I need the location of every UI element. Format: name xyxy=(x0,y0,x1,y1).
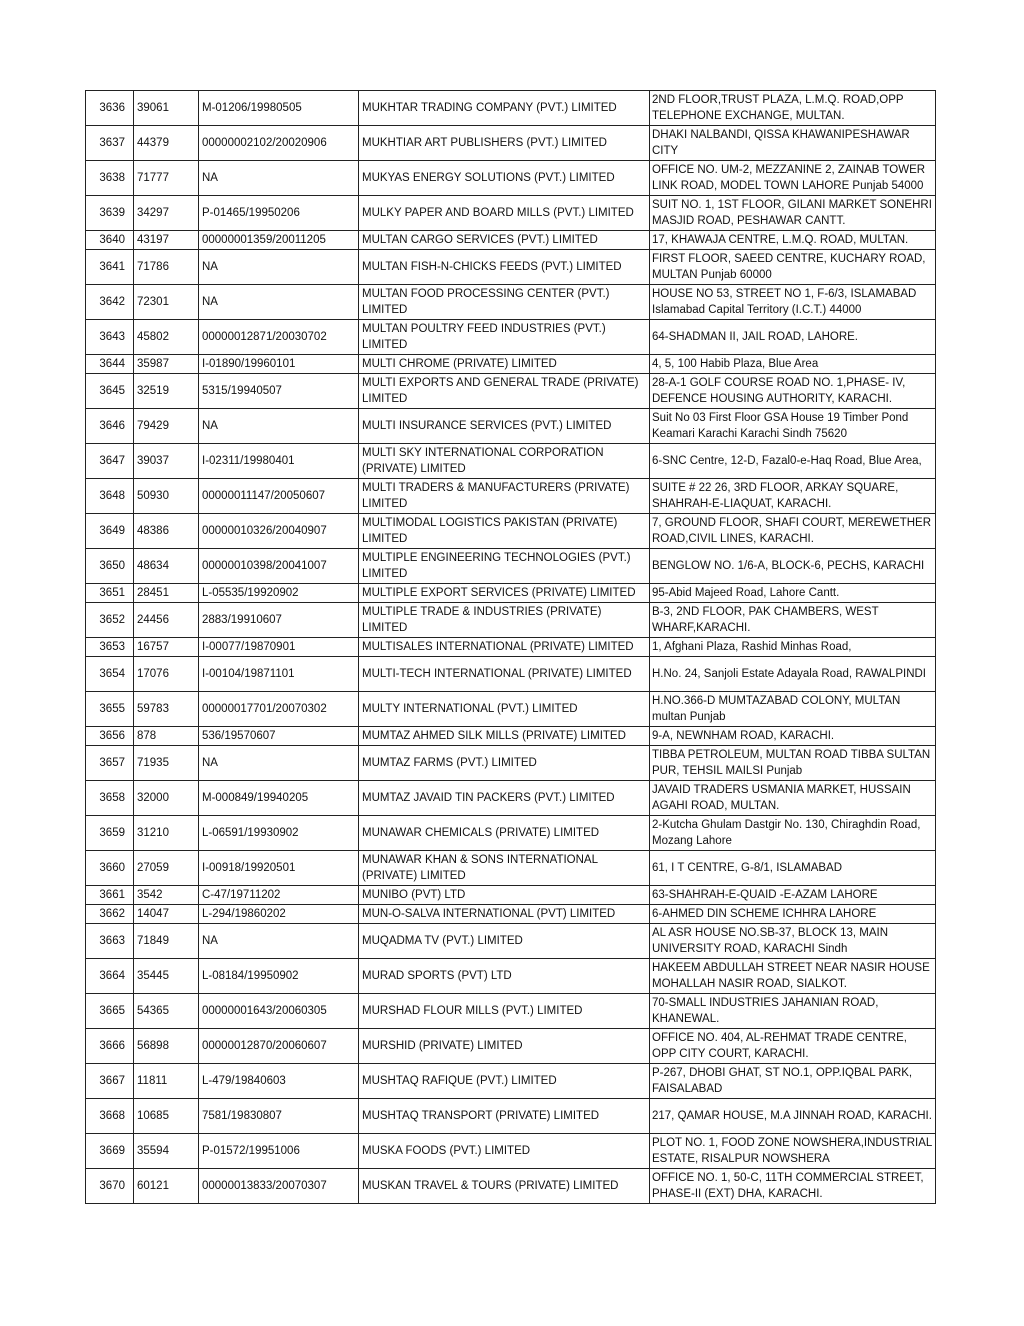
registration-number: NA xyxy=(199,285,359,320)
registration-number: L-06591/19930902 xyxy=(199,816,359,851)
company-code: 17076 xyxy=(134,657,199,692)
registration-number: 00000011147/20050607 xyxy=(199,479,359,514)
table-row xyxy=(86,479,936,514)
company-address: H.NO.366-D MUMTAZABAD COLONY, MULTAN multan Punjab xyxy=(650,692,936,727)
registration-number: 536/19570607 xyxy=(199,727,359,746)
registration-number: 00000002102/20020906 xyxy=(199,126,359,161)
row-number: 3645 xyxy=(86,374,134,409)
table-row xyxy=(86,905,936,924)
table-row xyxy=(86,692,936,727)
table-row xyxy=(86,126,936,161)
table-row xyxy=(86,231,936,250)
company-name: MUKYAS ENERGY SOLUTIONS (PVT.) LIMITED xyxy=(359,161,650,196)
company-address: HOUSE NO 53, STREET NO 1, F-6/3, ISLAMABAD Islamabad Capital Territory (I.C.T.) 44000 xyxy=(650,285,936,320)
company-code: 27059 xyxy=(134,851,199,886)
company-address: DHAKI NALBANDI, QISSA KHAWANIPESHAWAR CITY xyxy=(650,126,936,161)
row-number: 3665 xyxy=(86,994,134,1029)
row-number: 3646 xyxy=(86,409,134,444)
company-code: 28451 xyxy=(134,584,199,603)
company-code: 10685 xyxy=(134,1099,199,1134)
registration-number: 00000001643/20060305 xyxy=(199,994,359,1029)
row-number: 3651 xyxy=(86,584,134,603)
row-number: 3650 xyxy=(86,549,134,584)
company-code: 43197 xyxy=(134,231,199,250)
company-code: 59783 xyxy=(134,692,199,727)
registration-number: I-02311/19980401 xyxy=(199,444,359,479)
registration-number: 00000012870/20060607 xyxy=(199,1029,359,1064)
table-row xyxy=(86,250,936,285)
company-code: 71849 xyxy=(134,924,199,959)
table-row xyxy=(86,851,936,886)
registration-number: 00000012871/20030702 xyxy=(199,320,359,355)
table-row xyxy=(86,638,936,657)
company-name: MUNAWAR KHAN & SONS INTERNATIONAL (PRIVATE) LIMITED xyxy=(359,851,650,886)
row-number: 3655 xyxy=(86,692,134,727)
row-number: 3667 xyxy=(86,1064,134,1099)
company-address: 4, 5, 100 Habib Plaza, Blue Area xyxy=(650,355,936,374)
table-row xyxy=(86,444,936,479)
row-number: 3659 xyxy=(86,816,134,851)
company-name: MULTAN FOOD PROCESSING CENTER (PVT.) LIMITED xyxy=(359,285,650,320)
company-name: MUMTAZ JAVAID TIN PACKERS (PVT.) LIMITED xyxy=(359,781,650,816)
company-name: MUKHTAR TRADING COMPANY (PVT.) LIMITED xyxy=(359,91,650,126)
company-name: MULTIPLE EXPORT SERVICES (PRIVATE) LIMITED xyxy=(359,584,650,603)
company-name: MULTIPLE TRADE & INDUSTRIES (PRIVATE) LIMITED xyxy=(359,603,650,638)
company-code: 35594 xyxy=(134,1134,199,1169)
company-code: 56898 xyxy=(134,1029,199,1064)
company-name: MUSHTAQ RAFIQUE (PVT.) LIMITED xyxy=(359,1064,650,1099)
company-code: 878 xyxy=(134,727,199,746)
table-row xyxy=(86,409,936,444)
company-code: 24456 xyxy=(134,603,199,638)
company-address: 17, KHAWAJA CENTRE, L.M.Q. ROAD, MULTAN. xyxy=(650,231,936,250)
row-number: 3658 xyxy=(86,781,134,816)
company-code: 72301 xyxy=(134,285,199,320)
registration-number: L-294/19860202 xyxy=(199,905,359,924)
table-row xyxy=(86,320,936,355)
company-address: HAKEEM ABDULLAH STREET NEAR NASIR HOUSE MOHALLAH NASIR ROAD, SIALKOT. xyxy=(650,959,936,994)
company-code: 60121 xyxy=(134,1169,199,1204)
company-address: 28-A-1 GOLF COURSE ROAD NO. 1,PHASE- IV, DEFENCE HOUSING AUTHORITY, KARACHI. xyxy=(650,374,936,409)
row-number: 3639 xyxy=(86,196,134,231)
table-row xyxy=(86,1029,936,1064)
company-code: 39061 xyxy=(134,91,199,126)
table-row xyxy=(86,374,936,409)
table-row xyxy=(86,91,936,126)
registration-number: P-01572/19951006 xyxy=(199,1134,359,1169)
row-number: 3654 xyxy=(86,657,134,692)
company-address: Suit No 03 First Floor GSA House 19 Timber Pond Keamari Karachi Karachi Sindh 75620 xyxy=(650,409,936,444)
company-address: 6-SNC Centre, 12-D, Fazal0-e-Haq Road, Blue Area, xyxy=(650,444,936,479)
company-code: 54365 xyxy=(134,994,199,1029)
company-name: MUMTAZ AHMED SILK MILLS (PRIVATE) LIMITED xyxy=(359,727,650,746)
company-address: 64-SHADMAN II, JAIL ROAD, LAHORE. xyxy=(650,320,936,355)
company-code: 39037 xyxy=(134,444,199,479)
row-number: 3641 xyxy=(86,250,134,285)
company-address: OFFICE NO. UM-2, MEZZANINE 2, ZAINAB TOWER LINK ROAD, MODEL TOWN LAHORE Punjab 54000 xyxy=(650,161,936,196)
row-number: 3643 xyxy=(86,320,134,355)
company-address: SUITE # 22 26, 3RD FLOOR, ARKAY SQUARE, SHAHRAH-E-LIAQUAT, KARACHI. xyxy=(650,479,936,514)
row-number: 3664 xyxy=(86,959,134,994)
company-address: 2ND FLOOR,TRUST PLAZA, L.M.Q. ROAD,OPP TELEPHONE EXCHANGE, MULTAN. xyxy=(650,91,936,126)
company-name: MURAD SPORTS (PVT) LTD xyxy=(359,959,650,994)
company-address: FIRST FLOOR, SAEED CENTRE, KUCHARY ROAD, MULTAN Punjab 60000 xyxy=(650,250,936,285)
table-row xyxy=(86,924,936,959)
table-row xyxy=(86,285,936,320)
registration-number: 00000010326/20040907 xyxy=(199,514,359,549)
company-address: 70-SMALL INDUSTRIES JAHANIAN ROAD, KHANEWAL. xyxy=(650,994,936,1029)
company-name: MULTY INTERNATIONAL (PVT.) LIMITED xyxy=(359,692,650,727)
company-code: 79429 xyxy=(134,409,199,444)
registration-number: M-01206/19980505 xyxy=(199,91,359,126)
registration-number: NA xyxy=(199,161,359,196)
registration-number: I-01890/19960101 xyxy=(199,355,359,374)
company-name: MULTIPLE ENGINEERING TECHNOLOGIES (PVT.) LIMITED xyxy=(359,549,650,584)
company-name: MUNIBO (PVT) LTD xyxy=(359,886,650,905)
company-name: MULTI EXPORTS AND GENERAL TRADE (PRIVATE) LIMITED xyxy=(359,374,650,409)
registration-number: I-00077/19870901 xyxy=(199,638,359,657)
company-code: 14047 xyxy=(134,905,199,924)
table-row xyxy=(86,1064,936,1099)
company-name: MULTAN CARGO SERVICES (PVT.) LIMITED xyxy=(359,231,650,250)
company-code: 35445 xyxy=(134,959,199,994)
registration-number: M-000849/19940205 xyxy=(199,781,359,816)
row-number: 3644 xyxy=(86,355,134,374)
company-name: MULTIMODAL LOGISTICS PAKISTAN (PRIVATE) LIMITED xyxy=(359,514,650,549)
row-number: 3649 xyxy=(86,514,134,549)
table-row xyxy=(86,196,936,231)
registration-number: NA xyxy=(199,746,359,781)
row-number: 3660 xyxy=(86,851,134,886)
table-row xyxy=(86,514,936,549)
table-row xyxy=(86,781,936,816)
company-code: 35987 xyxy=(134,355,199,374)
company-name: MUSKAN TRAVEL & TOURS (PRIVATE) LIMITED xyxy=(359,1169,650,1204)
row-number: 3647 xyxy=(86,444,134,479)
company-code: 11811 xyxy=(134,1064,199,1099)
row-number: 3657 xyxy=(86,746,134,781)
table-row xyxy=(86,746,936,781)
table-row xyxy=(86,1099,936,1134)
registration-number: P-01465/19950206 xyxy=(199,196,359,231)
company-address: 95-Abid Majeed Road, Lahore Cantt. xyxy=(650,584,936,603)
row-number: 3653 xyxy=(86,638,134,657)
company-name: MUN-O-SALVA INTERNATIONAL (PVT) LIMITED xyxy=(359,905,650,924)
table-row xyxy=(86,886,936,905)
registration-number: L-479/19840603 xyxy=(199,1064,359,1099)
company-name: MUQADMA TV (PVT.) LIMITED xyxy=(359,924,650,959)
company-address: AL ASR HOUSE NO.SB-37, BLOCK 13, MAIN UNIVERSITY ROAD, KARACHI Sindh xyxy=(650,924,936,959)
registration-number: NA xyxy=(199,924,359,959)
company-address: B-3, 2ND FLOOR, PAK CHAMBERS, WEST WHARF,KARACHI. xyxy=(650,603,936,638)
company-code: 50930 xyxy=(134,479,199,514)
registration-number: 5315/19940507 xyxy=(199,374,359,409)
company-code: 48386 xyxy=(134,514,199,549)
row-number: 3638 xyxy=(86,161,134,196)
row-number: 3662 xyxy=(86,905,134,924)
row-number: 3648 xyxy=(86,479,134,514)
company-name: MULKY PAPER AND BOARD MILLS (PVT.) LIMITED xyxy=(359,196,650,231)
company-name: MUKHTIAR ART PUBLISHERS (PVT.) LIMITED xyxy=(359,126,650,161)
registration-number: L-05535/19920902 xyxy=(199,584,359,603)
company-name: MULTI-TECH INTERNATIONAL (PRIVATE) LIMITED xyxy=(359,657,650,692)
company-name: MUSKA FOODS (PVT.) LIMITED xyxy=(359,1134,650,1169)
company-code: 71786 xyxy=(134,250,199,285)
company-code: 48634 xyxy=(134,549,199,584)
company-address: P-267, DHOBI GHAT, ST NO.1, OPP.IQBAL PARK, FAISALABAD xyxy=(650,1064,936,1099)
company-name: MURSHAD FLOUR MILLS (PVT.) LIMITED xyxy=(359,994,650,1029)
company-name: MUSHTAQ TRANSPORT (PRIVATE) LIMITED xyxy=(359,1099,650,1134)
company-name: MUNAWAR CHEMICALS (PRIVATE) LIMITED xyxy=(359,816,650,851)
row-number: 3656 xyxy=(86,727,134,746)
company-code: 16757 xyxy=(134,638,199,657)
company-code: 3542 xyxy=(134,886,199,905)
table-row xyxy=(86,994,936,1029)
company-name: MULTISALES INTERNATIONAL (PRIVATE) LIMITED xyxy=(359,638,650,657)
company-code: 31210 xyxy=(134,816,199,851)
company-code: 34297 xyxy=(134,196,199,231)
company-address: 63-SHAHRAH-E-QUAID -E-AZAM LAHORE xyxy=(650,886,936,905)
company-name: MULTAN POULTRY FEED INDUSTRIES (PVT.) LIMITED xyxy=(359,320,650,355)
row-number: 3670 xyxy=(86,1169,134,1204)
company-code: 32000 xyxy=(134,781,199,816)
registration-number: 00000017701/20070302 xyxy=(199,692,359,727)
registration-number: 00000013833/20070307 xyxy=(199,1169,359,1204)
table-row xyxy=(86,161,936,196)
table-row xyxy=(86,1169,936,1204)
row-number: 3663 xyxy=(86,924,134,959)
registration-number: 00000001359/20011205 xyxy=(199,231,359,250)
company-address: 7, GROUND FLOOR, SHAFI COURT, MEREWETHER ROAD,CIVIL LINES, KARACHI. xyxy=(650,514,936,549)
company-code: 44379 xyxy=(134,126,199,161)
company-registry-table xyxy=(85,90,936,1204)
registration-number: 7581/19830807 xyxy=(199,1099,359,1134)
registration-number: 00000010398/20041007 xyxy=(199,549,359,584)
company-address: OFFICE NO. 404, AL-REHMAT TRADE CENTRE, OPP CITY COURT, KARACHI. xyxy=(650,1029,936,1064)
company-name: MURSHID (PRIVATE) LIMITED xyxy=(359,1029,650,1064)
company-address: PLOT NO. 1, FOOD ZONE NOWSHERA,INDUSTRIAL ESTATE, RISALPUR NOWSHERA xyxy=(650,1134,936,1169)
registration-number: I-00104/19871101 xyxy=(199,657,359,692)
company-name: MULTAN FISH-N-CHICKS FEEDS (PVT.) LIMITED xyxy=(359,250,650,285)
company-name: MULTI INSURANCE SERVICES (PVT.) LIMITED xyxy=(359,409,650,444)
registration-number: L-08184/19950902 xyxy=(199,959,359,994)
row-number: 3666 xyxy=(86,1029,134,1064)
table-row xyxy=(86,603,936,638)
table-row xyxy=(86,657,936,692)
company-address: JAVAID TRADERS USMANIA MARKET, HUSSAIN AGAHI ROAD, MULTAN. xyxy=(650,781,936,816)
row-number: 3636 xyxy=(86,91,134,126)
registration-number: NA xyxy=(199,409,359,444)
company-address: BENGLOW NO. 1/6-A, BLOCK-6, PECHS, KARACHI xyxy=(650,549,936,584)
table-row xyxy=(86,816,936,851)
company-address: 2-Kutcha Ghulam Dastgir No. 130, Chiraghdin Road, Mozang Lahore xyxy=(650,816,936,851)
company-name: MULTI SKY INTERNATIONAL CORPORATION (PRIVATE) LIMITED xyxy=(359,444,650,479)
registration-number: NA xyxy=(199,250,359,285)
company-address: 6-AHMED DIN SCHEME ICHHRA LAHORE xyxy=(650,905,936,924)
company-name: MUMTAZ FARMS (PVT.) LIMITED xyxy=(359,746,650,781)
table-row xyxy=(86,584,936,603)
registration-number: I-00918/19920501 xyxy=(199,851,359,886)
company-code: 32519 xyxy=(134,374,199,409)
table-row xyxy=(86,355,936,374)
registration-number: 2883/19910607 xyxy=(199,603,359,638)
row-number: 3661 xyxy=(86,886,134,905)
row-number: 3642 xyxy=(86,285,134,320)
company-code: 71935 xyxy=(134,746,199,781)
table-row xyxy=(86,549,936,584)
company-address: 9-A, NEWNHAM ROAD, KARACHI. xyxy=(650,727,936,746)
company-code: 45802 xyxy=(134,320,199,355)
row-number: 3652 xyxy=(86,603,134,638)
company-address: 217, QAMAR HOUSE, M.A JINNAH ROAD, KARACHI. xyxy=(650,1099,936,1134)
company-name: MULTI TRADERS & MANUFACTURERS (PRIVATE) LIMITED xyxy=(359,479,650,514)
row-number: 3637 xyxy=(86,126,134,161)
row-number: 3668 xyxy=(86,1099,134,1134)
company-address: SUIT NO. 1, 1ST FLOOR, GILANI MARKET SONEHRI MASJID ROAD, PESHAWAR CANTT. xyxy=(650,196,936,231)
row-number: 3669 xyxy=(86,1134,134,1169)
row-number: 3640 xyxy=(86,231,134,250)
company-address: OFFICE NO. 1, 50-C, 11TH COMMERCIAL STREET, PHASE-II (EXT) DHA, KARACHI. xyxy=(650,1169,936,1204)
table-row xyxy=(86,1134,936,1169)
company-address: 1, Afghani Plaza, Rashid Minhas Road, xyxy=(650,638,936,657)
company-code: 71777 xyxy=(134,161,199,196)
table-row xyxy=(86,959,936,994)
table-row xyxy=(86,727,936,746)
registration-number: C-47/19711202 xyxy=(199,886,359,905)
company-address: TIBBA PETROLEUM, MULTAN ROAD TIBBA SULTAN PUR, TEHSIL MAILSI Punjab xyxy=(650,746,936,781)
company-address: 61, I T CENTRE, G-8/1, ISLAMABAD xyxy=(650,851,936,886)
table-body xyxy=(86,91,936,1204)
company-address: H.No. 24, Sanjoli Estate Adayala Road, RAWALPINDI xyxy=(650,657,936,692)
company-name: MULTI CHROME (PRIVATE) LIMITED xyxy=(359,355,650,374)
